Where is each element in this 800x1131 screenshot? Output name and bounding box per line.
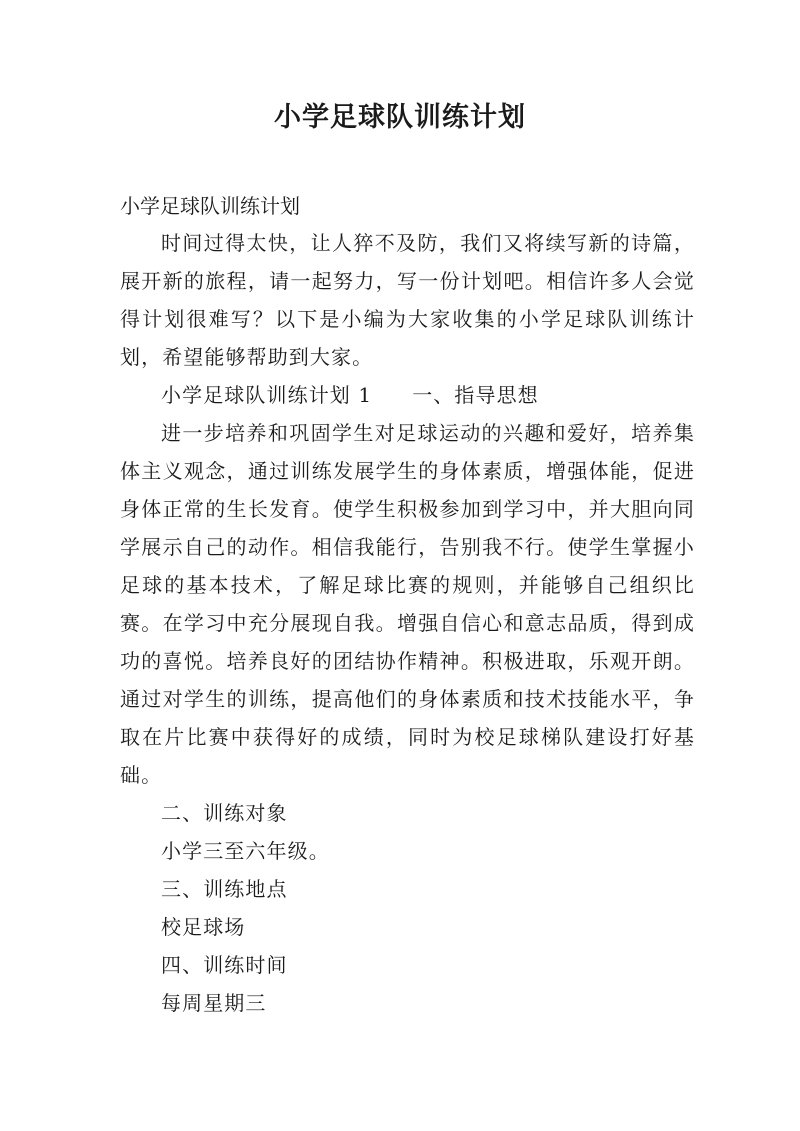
- plan-heading: 小学足球队训练计划 1: [161, 383, 373, 407]
- section-1-heading: 一、指导思想: [412, 383, 539, 407]
- document-body: [120, 224, 695, 1022]
- page-title: 小学足球队训练计划: [274, 102, 526, 133]
- section-2-text: 小学三至六年级。: [161, 839, 330, 863]
- intro-paragraph: 时间过得太快，让人猝不及防，我们又将续写新的诗篇，展开新的旅程，请一起努力，写一份计划吧。相信许多人会觉得计划很难写？以下是小编为大家收集的小学足球队训练计划，希望能够帮助到大家。: [120, 231, 695, 369]
- plan-heading-row: [120, 376, 695, 414]
- section-1-paragraph: 进一步培养和巩固学生对足球运动的兴趣和爱好，培养集体主义观念，通过训练发展学生的身体素质，增强体能，促进身体正常的生长发育。使学生积极参加到学习中，并大胆向同学展示自己的动作。相信我能行，告别我不行。使学生掌握小足球的基本技术，了解足球比赛的规则，并能够自己组织比赛。在学习中充分展现自我。增强自信心和意志品质，得到成功的喜悦。培养良好的团结协作精神。积极进取，乐观开朗。通过对学生的训练，提高他们的身体素质和技术技能水平，争取在片比赛中获得好的成绩，同时为校足球梯队建设打好基础。: [120, 421, 695, 787]
- section-4-text: 每周星期三: [161, 991, 267, 1015]
- document-subtitle: 小学足球队训练计划: [120, 194, 300, 218]
- section-4-heading: 四、训练时间: [161, 953, 288, 977]
- section-3-heading: 三、训练地点: [161, 877, 288, 901]
- section-3-text: 校足球场: [161, 915, 246, 939]
- section-2-heading: 二、训练对象: [161, 801, 288, 825]
